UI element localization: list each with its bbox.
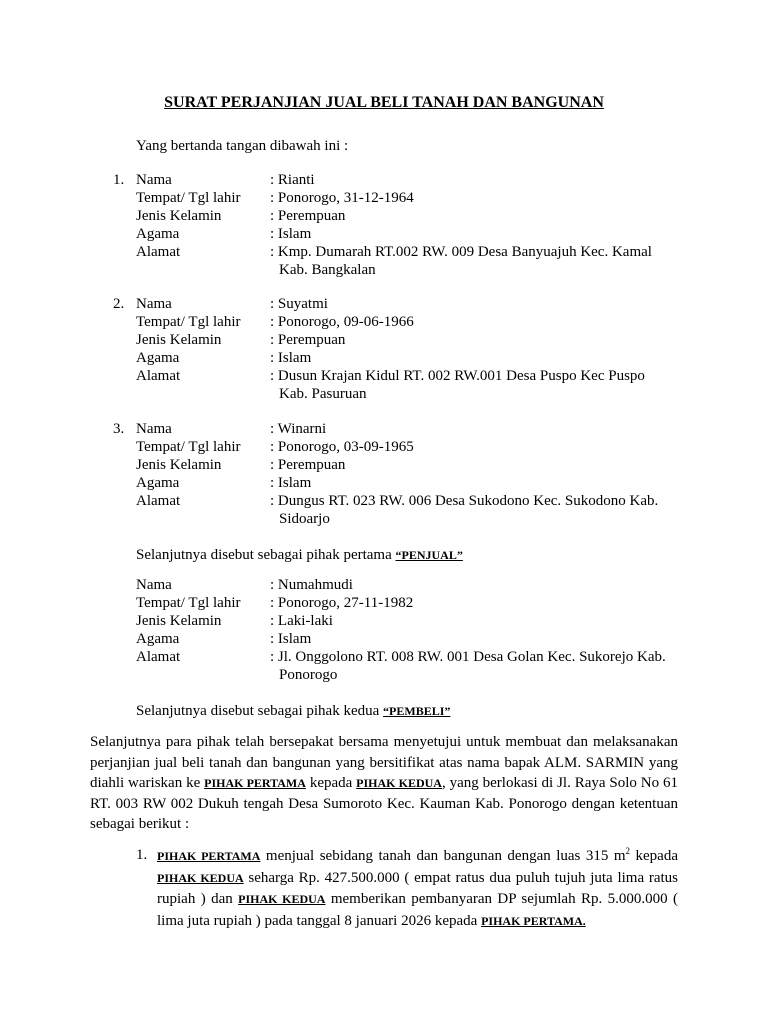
clause-1-text-4: memberikan pembanyaran DP sejumlah Rp. 5.000.000 ( lima juta rupiah ) pada tanggal 8 januari 2026 kepada (157, 891, 678, 929)
seller-3-value-gender: : Perempuan (270, 457, 346, 473)
seller-2-value-ttl: : Ponorogo, 09-06-1966 (270, 314, 414, 330)
agreement-pihak-kedua: PIHAK KEDUA (356, 776, 442, 790)
buyer-label-gender: Jenis Kelamin (136, 613, 222, 629)
seller-2-value-alamat: : Dusun Krajan Kidul RT. 002 RW.001 Desa Puspo Kec Puspo (270, 368, 645, 384)
seller-2-value-alamat-cont: Kab. Pasuruan (279, 386, 367, 402)
buyer-value-alamat-cont: Ponorogo (279, 667, 338, 683)
buyer-label-ttl: Tempat/ Tgl lahir (136, 595, 241, 611)
seller-3-label-gender: Jenis Kelamin (136, 457, 222, 473)
seller-note-text: Selanjutnya disebut sebagai pihak pertama (136, 547, 396, 563)
seller-3-number: 3. (113, 421, 125, 437)
seller-2-label-ttl: Tempat/ Tgl lahir (136, 314, 241, 330)
seller-note-tag: “PENJUAL” (395, 548, 463, 562)
seller-2-block (0, 295, 768, 403)
seller-1-label-gender: Jenis Kelamin (136, 208, 222, 224)
seller-1-value-agama: : Islam (270, 226, 312, 242)
seller-2-label-gender: Jenis Kelamin (136, 332, 222, 348)
document-title: SURAT PERJANJIAN JUAL BELI TANAH DAN BANGUNAN (164, 94, 604, 111)
clause-1-pihak-pertama: PIHAK PERTAMA (157, 849, 261, 863)
seller-2-value-agama: : Islam (270, 350, 312, 366)
seller-1-number: 1. (113, 172, 125, 188)
clause-1-pihak-kedua: PIHAK KEDUA (157, 870, 244, 885)
agreement-text-2: kepada (305, 775, 357, 791)
seller-2-label-alamat: Alamat (136, 368, 181, 384)
seller-note (136, 546, 463, 564)
seller-1-label-nama: Nama (136, 172, 172, 188)
buyer-label-alamat: Alamat (136, 649, 181, 665)
seller-3-label-agama: Agama (136, 475, 180, 491)
buyer-label-nama: Nama (136, 577, 172, 593)
clause-1-pihak-pertama-end: PIHAK PERTAMA. (481, 913, 586, 928)
seller-1-value-nama: : Rianti (270, 172, 315, 188)
clause-1-text-2: kepada (630, 848, 678, 864)
seller-1-value-ttl: : Ponorogo, 31-12-1964 (270, 190, 414, 206)
seller-2-value-nama: : Suyatmi (270, 296, 328, 312)
clause-1-superscript: 2 (625, 846, 631, 856)
clause-1-number: 1. (136, 847, 148, 863)
seller-3-value-ttl: : Ponorogo, 03-09-1965 (270, 439, 414, 455)
seller-2-label-nama: Nama (136, 296, 172, 312)
seller-1-label-ttl: Tempat/ Tgl lahir (136, 190, 241, 206)
seller-1-value-gender: : Perempuan (270, 208, 346, 224)
buyer-value-nama: : Numahmudi (270, 577, 353, 593)
seller-1-label-alamat: Alamat (136, 244, 181, 260)
seller-2-number: 2. (113, 296, 125, 312)
seller-3-value-alamat: : Dungus RT. 023 RW. 006 Desa Sukodono Kec. Sukodono Kab. (270, 493, 659, 509)
seller-3-label-alamat: Alamat (136, 493, 181, 509)
buyer-note (136, 702, 450, 720)
clause-1-text-1: menjual sebidang tanah dan bangunan dengan luas 315 m (260, 848, 626, 864)
seller-3-label-nama: Nama (136, 421, 172, 437)
seller-2-label-agama: Agama (136, 350, 180, 366)
seller-1-block (0, 171, 768, 279)
seller-1-label-agama: Agama (136, 226, 180, 242)
clause-1-text-3: seharga Rp. 427.500.000 ( empat ratus dua puluh tujuh juta lima ratus rupiah ) dan (157, 869, 678, 907)
agreement-text-1: Selanjutnya para pihak telah bersepakat bersama menyetujui untuk membuat dan melaksanakan perjanjian jual beli tanah dan bangunan yang bersitifikat atas nama bapak ALM. SARMIN yang diahli wariskan ke (90, 734, 678, 791)
clause-1-text (157, 846, 678, 932)
buyer-value-ttl: : Ponorogo, 27-11-1982 (270, 595, 414, 611)
seller-3-value-nama: : Winarni (270, 421, 327, 437)
clause-1-pihak-kedua-2: PIHAK KEDUA (238, 892, 326, 906)
seller-3-block (0, 420, 768, 528)
agreement-pihak-pertama: PIHAK PERTAMA (204, 776, 306, 790)
seller-1-value-alamat: : Kmp. Dumarah RT.002 RW. 009 Desa Banyuajuh Kec. Kamal (270, 244, 652, 260)
buyer-block (0, 576, 768, 684)
seller-3-label-ttl: Tempat/ Tgl lahir (136, 439, 241, 455)
agreement-paragraph (90, 732, 678, 835)
buyer-note-text: Selanjutnya disebut sebagai pihak kedua (136, 703, 384, 719)
intro-text: Yang bertanda tangan dibawah ini : (136, 138, 349, 154)
buyer-value-agama: : Islam (270, 631, 312, 647)
buyer-label-agama: Agama (136, 631, 180, 647)
seller-1-value-alamat-cont: Kab. Bangkalan (279, 262, 376, 278)
seller-2-value-gender: : Perempuan (270, 332, 346, 348)
seller-3-value-alamat-cont: Sidoarjo (279, 511, 330, 527)
agreement-text-3: , yang berlokasi di Jl. Raya Solo No 61 RT. 003 RW 002 Dukuh tengah Desa Sumoroto Kec. Kauman Kab. Ponorogo dengan ketentuan sebagai berikut : (90, 775, 679, 832)
buyer-value-gender: : Laki-laki (270, 613, 333, 629)
seller-3-value-agama: : Islam (270, 475, 312, 491)
buyer-note-tag: “PEMBELI” (383, 704, 451, 718)
buyer-value-alamat: : Jl. Onggolono RT. 008 RW. 001 Desa Golan Kec. Sukorejo Kab. (270, 649, 666, 665)
